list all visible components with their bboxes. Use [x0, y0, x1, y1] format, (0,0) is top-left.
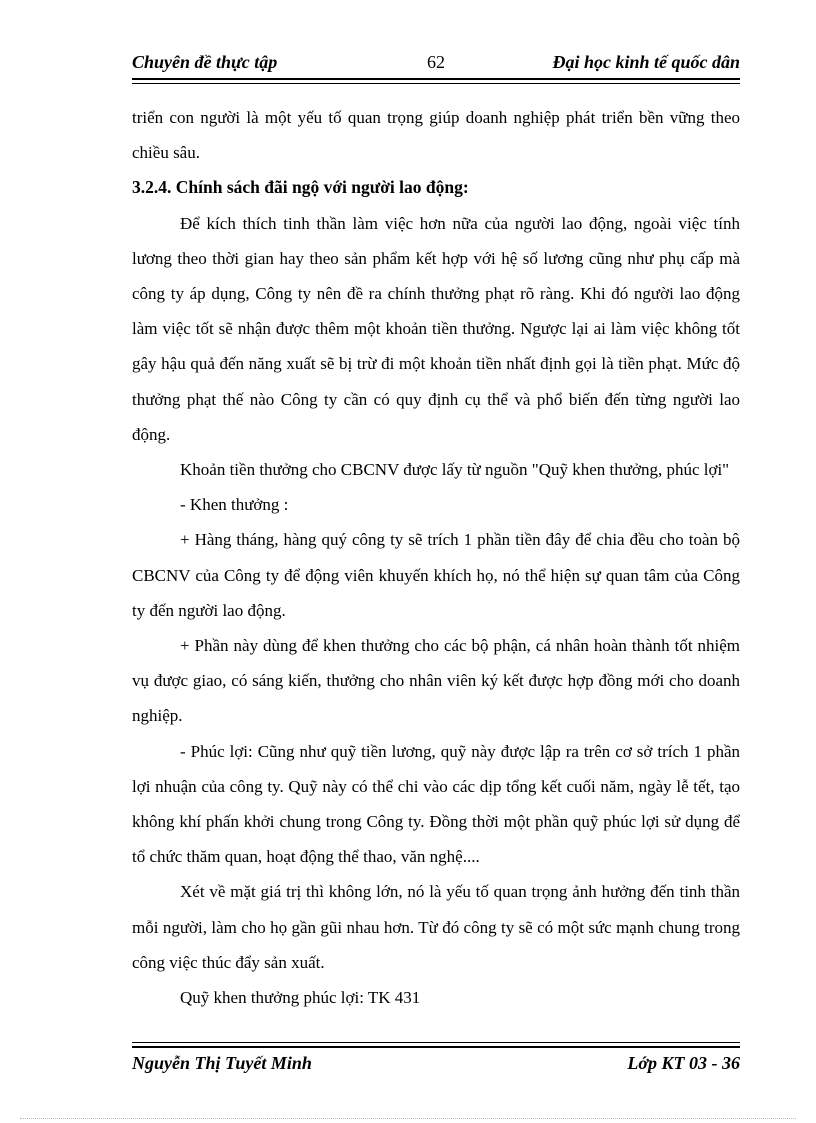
page-header [132, 50, 740, 80]
footer-class: Lớp KT 03 - 36 [627, 1053, 740, 1073]
paragraph-continuation: triển con người là một yếu tố quan trọng giúp doanh nghiệp phát triển bền vững theo chiều sâu. [132, 108, 740, 163]
paragraph-value: Xét về mặt giá trị thì không lớn, nó là yếu tố quan trọng ảnh hưởng đến tinh thần mỗi người, làm cho họ gần gũi nhau hơn. Từ đó công ty sẽ có một sức mạnh chung trong công việc thúc đẩy sản xuất. [132, 882, 740, 972]
section-heading: 3.2.4. Chính sách đãi ngộ với người lao động: [132, 177, 469, 198]
footer-author: Nguyễn Thị Tuyết Minh [132, 1053, 312, 1073]
header-university: Đại học kinh tế quốc dân [552, 52, 740, 72]
paragraph-account: Quỹ khen thưởng phúc lợi: TK 431 [180, 988, 421, 1008]
list-item-monthly: + Hàng tháng, hàng quý công ty sẽ trích 1 phần tiền đây để chia đều cho toàn bộ CBCNV của Công ty để động viên khuyến khích họ, nó thể hiện sự quan tâm của Công ty đến người lao động. [132, 530, 740, 620]
list-item-departments: + Phần này dùng để khen thưởng cho các bộ phận, cá nhân hoàn thành tốt nhiệm vụ được giao, có sáng kiến, thưởng cho nhân viên ký kết được hợp đồng mới cho doanh nghiệp. [132, 636, 740, 726]
paragraph-welfare: - Phúc lợi: Cũng như quỹ tiền lương, quỹ này được lập ra trên cơ sở trích 1 phần lợi nhuận của công ty. Quỹ này có thể chi vào các dịp tổng kết cuối năm, ngày lễ tết, tạo không khí phấn khởi chung trong Công ty. Đồng thời một phần quỹ phúc lợi sử dụng để tổ chức thăm quan, hoạt động thể thao, văn nghệ.... [132, 741, 740, 867]
page-edge-divider [20, 1118, 796, 1119]
paragraph-incentives: Để kích thích tinh thần làm việc hơn nữa của người lao động, ngoài việc tính lương theo thời gian hay theo sản phẩm kết hợp với hệ số lương cũng như phụ cấp mà công ty áp dụng, Công ty nên đề ra chính thưởng phạt rõ ràng. Khi đó người lao động làm việc tốt sẽ nhận được thêm một khoản tiền thưởng. Ngược lại ai làm việc không tốt gây hậu quả đến năng xuất sẽ bị trừ đi một khoản tiền nhất định gọi là tiền phạt. Mức độ thưởng phạt thế nào Công ty cần có quy định cụ thể và phổ biến đến từng người lao động. [132, 213, 740, 444]
document-body [132, 100, 740, 1015]
list-heading-rewards: - Khen thưởng : [180, 495, 289, 515]
page-footer [132, 1042, 740, 1079]
header-report-title: Chuyên đề thực tập [132, 52, 278, 72]
page-number: 62 [427, 52, 445, 72]
paragraph-bonus-source: Khoản tiền thưởng cho CBCNV được lấy từ nguồn "Quỹ khen thưởng, phúc lợi" [180, 460, 730, 480]
